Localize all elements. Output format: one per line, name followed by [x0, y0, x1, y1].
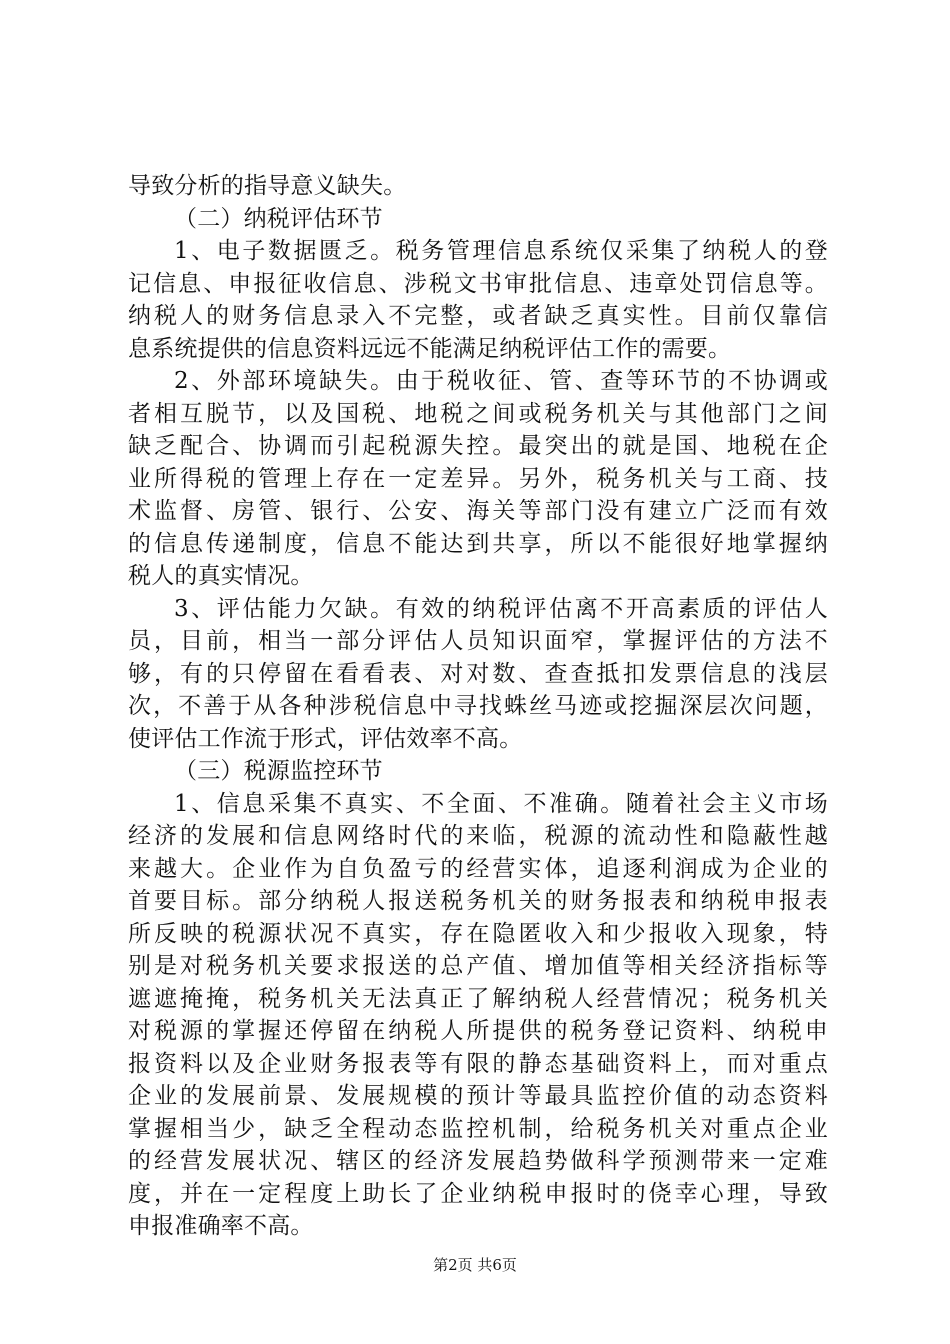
text-line: 所反映的税源状况不真实，存在隐匿收入和少报收入现象，特 [128, 920, 828, 947]
text-line: 报资料以及企业财务报表等有限的静态基础资料上，而对重点 [128, 1050, 828, 1077]
text-line: 度，并在一定程度上助长了企业纳税申报时的侥幸心理，导致 [128, 1180, 828, 1207]
text-line: 3、评估能力欠缺。有效的纳税评估离不开高素质的评估人 [174, 595, 828, 622]
text-line: 次，不善于从各种涉税信息中寻找蛛丝马迹或挖掘深层次问题， [128, 693, 828, 719]
text-line: 使评估工作流于形式，评估效率不高。 [128, 725, 523, 752]
text-line: 1、电子数据匮乏。税务管理信息系统仅采集了纳税人的登 [174, 238, 828, 264]
text-line: 2、外部环境缺失。由于税收征、管、查等环节的不协调或 [174, 368, 828, 394]
text-line: 员，目前，相当一部分评估人员知识面窄，掌握评估的方法不 [128, 628, 828, 654]
text-line: 掌握相当少，缺乏全程动态监控机制，给税务机关对重点企业 [128, 1115, 828, 1142]
text-line: 的经营发展状况、辖区的经济发展趋势做科学预测带来一定难 [128, 1148, 828, 1174]
text-line: 税人的真实情况。 [128, 563, 314, 589]
page-footer: 第2页 共6页 [433, 1256, 517, 1274]
text-line: 别是对税务机关要求报送的总产值、增加值等相关经济指标等 [128, 953, 828, 979]
text-line: 息系统提供的信息资料远远不能满足纳税评估工作的需要。 [128, 335, 732, 362]
text-line: 业所得税的管理上存在一定差异。另外，税务机关与工商、技 [128, 465, 828, 492]
text-line: （二）纳税评估环节 [174, 205, 383, 232]
text-line: 纳税人的财务信息录入不完整，或者缺乏真实性。目前仅靠信 [128, 303, 828, 329]
text-line: 申报准确率不高。 [128, 1213, 314, 1239]
document-body [128, 170, 828, 1243]
text-line: 缺乏配合、协调而引起税源失控。最突出的就是国、地税在企 [128, 433, 828, 459]
text-line: 企业的发展前景、发展规模的预计等最具监控价值的动态资料 [128, 1083, 828, 1109]
text-line: 够，有的只停留在看看表、对对数、查查抵扣发票信息的浅层 [128, 660, 828, 687]
text-line: 的信息传递制度，信息不能达到共享，所以不能很好地掌握纳 [128, 530, 828, 557]
text-line: 对税源的掌握还停留在纳税人所提供的税务登记资料、纳税申 [128, 1018, 828, 1044]
text-line: 导致分析的指导意义缺失。 [128, 173, 407, 199]
text-line: 记信息、申报征收信息、涉税文书审批信息、违章处罚信息等。 [128, 270, 828, 297]
text-line: 首要目标。部分纳税人报送税务机关的财务报表和纳税申报表 [128, 888, 828, 914]
text-line: 遮遮掩掩，税务机关无法真正了解纳税人经营情况；税务机关 [128, 985, 828, 1012]
text-line: 者相互脱节，以及国税、地税之间或税务机关与其他部门之间 [128, 400, 828, 427]
text-line: 术监督、房管、银行、公安、海关等部门没有建立广泛而有效 [128, 498, 828, 524]
text-line: 来越大。企业作为自负盈亏的经营实体，追逐利润成为企业的 [128, 855, 828, 882]
text-line: 经济的发展和信息网络时代的来临，税源的流动性和隐蔽性越 [128, 823, 828, 849]
text-line: （三）税源监控环节 [174, 758, 383, 784]
text-line: 1、信息采集不真实、不全面、不准确。随着社会主义市场 [174, 790, 828, 817]
